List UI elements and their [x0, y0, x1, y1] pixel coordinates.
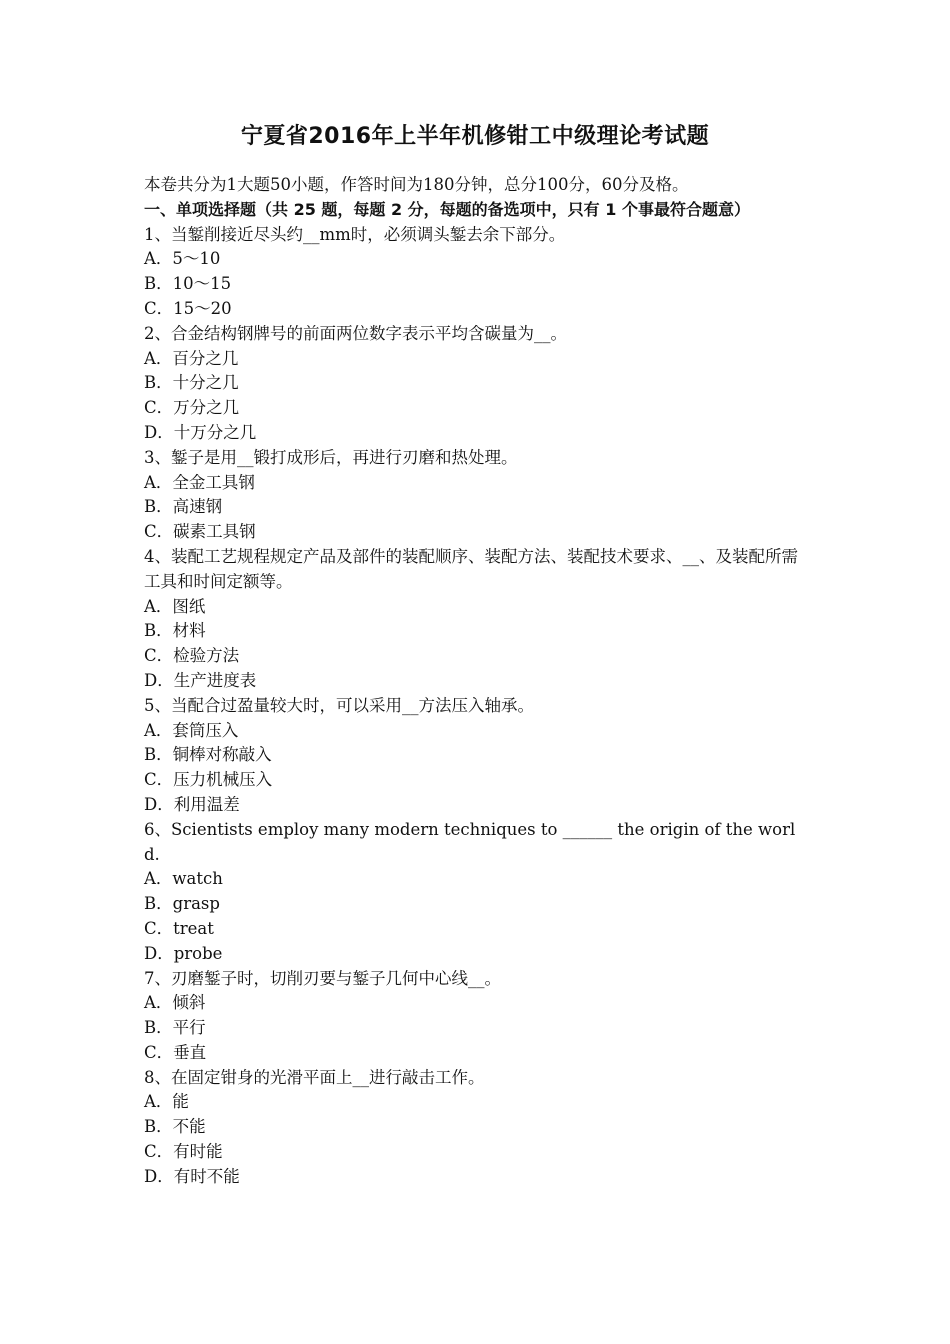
- question-option: C．压力机械压入: [144, 770, 273, 790]
- question-option: C．垂直: [144, 1042, 207, 1062]
- question-1: [144, 223, 808, 322]
- exam-intro: 本卷共分为1大题50小题，作答时间为180分钟，总分100分，60分及格。: [144, 175, 689, 194]
- question-option: A．百分之几: [144, 348, 239, 368]
- question-stem: 6、Scientists employ many modern techniques to ______ the origin of the world.: [144, 819, 796, 864]
- question-option: B．铜棒对称敲入: [144, 745, 272, 765]
- document-body: [144, 173, 808, 1190]
- question-option: C．treat: [144, 918, 214, 938]
- question-option: C．有时能: [144, 1142, 223, 1162]
- question-8: [144, 1066, 808, 1190]
- question-option: D．有时不能: [144, 1166, 240, 1186]
- question-4: [144, 545, 808, 694]
- question-option: B．高速钢: [144, 497, 223, 517]
- question-stem: 2、合金结构钢牌号的前面两位数字表示平均含碳量为__。: [144, 323, 567, 343]
- question-6: [144, 818, 808, 967]
- question-option: B．10～15: [144, 274, 232, 294]
- question-stem: 5、当配合过盈量较大时，可以采用__方法压入轴承。: [144, 695, 534, 715]
- question-option: A．图纸: [144, 596, 206, 616]
- question-option: B．不能: [144, 1117, 206, 1137]
- question-option: C．检验方法: [144, 646, 240, 666]
- section-heading: 一、单项选择题（共 25 题，每题 2 分，每题的备选项中，只有 1 个事最符合题意）: [144, 199, 750, 219]
- question-stem: 7、刃磨錾子时，切削刃要与錾子几何中心线__。: [144, 968, 501, 988]
- question-stem: 1、当錾削接近尽头约__mm时，必须调头錾去余下部分。: [144, 224, 566, 244]
- question-stem: 4、装配工艺规程规定产品及部件的装配顺序、装配方法、装配技术要求、__、及装配所需工具和时间定额等。: [144, 546, 798, 591]
- question-option: A．套筒压入: [144, 720, 239, 740]
- question-option: A．watch: [144, 869, 223, 889]
- question-option: D．probe: [144, 943, 223, 963]
- question-3: [144, 446, 808, 545]
- question-option: B．十分之几: [144, 373, 239, 393]
- question-option: A．倾斜: [144, 993, 206, 1013]
- question-option: D．利用温差: [144, 794, 240, 814]
- question-2: [144, 322, 808, 446]
- question-option: C．碳素工具钢: [144, 522, 256, 542]
- question-option: A．全金工具钢: [144, 472, 255, 492]
- question-option: C．15～20: [144, 298, 232, 318]
- question-option: A．能: [144, 1092, 189, 1112]
- question-stem: 3、錾子是用__锻打成形后，再进行刃磨和热处理。: [144, 447, 518, 467]
- question-option: D．生产进度表: [144, 670, 257, 690]
- question-option: B．材料: [144, 621, 206, 641]
- question-5: [144, 694, 808, 818]
- question-7: [144, 967, 808, 1066]
- question-option: B．grasp: [144, 894, 220, 914]
- question-option: A．5～10: [144, 249, 221, 269]
- question-option: D．十万分之几: [144, 422, 257, 442]
- question-option: C．万分之几: [144, 398, 240, 418]
- document-title: 宁夏省2016年上半年机修钳工中级理论考试题: [240, 124, 710, 149]
- question-stem: 8、在固定钳身的光滑平面上__进行敲击工作。: [144, 1067, 485, 1087]
- question-option: B．平行: [144, 1018, 206, 1038]
